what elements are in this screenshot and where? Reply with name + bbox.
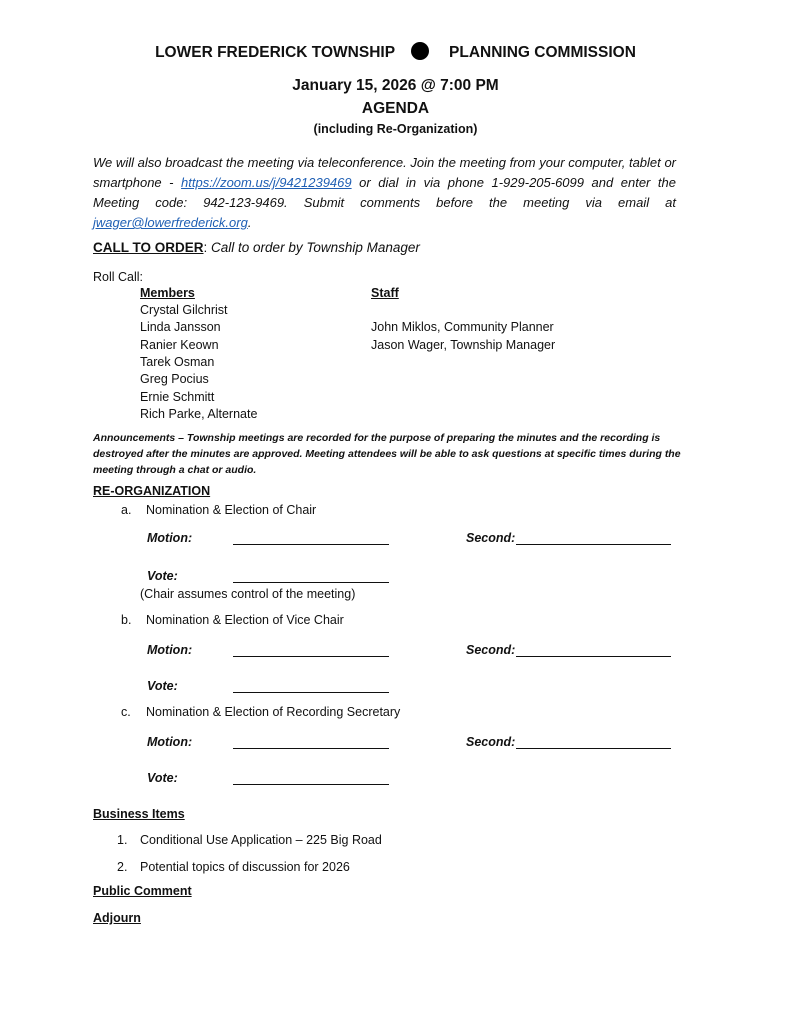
- notice-text-1: We will also broadcast the meeting via teleconference. Join the meeting from your computer, tablet or smartphone -: [93, 155, 676, 190]
- second-blank-line[interactable]: [516, 748, 671, 749]
- motion-blank-line[interactable]: [233, 656, 389, 657]
- meeting-date-time: January 15, 2026 @ 7:00 PM: [292, 77, 499, 94]
- vote-label: Vote:: [147, 771, 178, 785]
- staff-name: Jason Wager, Township Manager: [371, 338, 556, 352]
- business-items-heading: Business Items: [93, 807, 185, 821]
- vote-label: Vote:: [147, 569, 178, 583]
- staff-header: Staff: [371, 286, 399, 300]
- vote-blank-line[interactable]: [233, 582, 389, 583]
- notice-text-2: or dial in via phone 1-929-205-6099 and enter the Meeting code: 942-123-9469. Submit comments before the meeting via email at: [93, 175, 676, 210]
- second-blank-line[interactable]: [516, 544, 671, 545]
- call-to-order: [93, 240, 420, 255]
- second-label: Second:: [466, 735, 516, 749]
- reorganization-heading: RE-ORGANIZATION: [93, 484, 211, 498]
- item-marker: c.: [121, 705, 131, 719]
- announcements: Announcements – Township meetings are recorded for the purpose of preparing the minutes and the recording is destroyed after the minutes are approved. Meeting attendees will be able to ask questions at specific times during the meeting through a chat or audio.: [93, 432, 681, 476]
- motion-label: Motion:: [147, 531, 193, 545]
- second-label: Second:: [466, 531, 516, 545]
- bullet-dot-icon: [411, 42, 429, 60]
- business-item-marker: 1.: [117, 833, 128, 847]
- public-comment-heading: Public Comment: [93, 884, 192, 898]
- adjourn-heading: Adjourn: [93, 911, 141, 925]
- roll-call-label: Roll Call:: [93, 270, 144, 284]
- member-name: Greg Pocius: [140, 372, 209, 386]
- member-name: Tarek Osman: [140, 355, 215, 369]
- item-title: Nomination & Election of Chair: [146, 503, 317, 517]
- business-item-marker: 2.: [117, 860, 128, 874]
- call-to-order-label: CALL TO ORDER: [93, 240, 204, 255]
- agenda-heading: AGENDA: [361, 100, 430, 117]
- second-label: Second:: [466, 643, 516, 657]
- business-item: Potential topics of discussion for 2026: [140, 860, 350, 874]
- item-marker: b.: [121, 613, 132, 627]
- member-name: Rich Parke, Alternate: [140, 407, 258, 421]
- member-name: Ernie Schmitt: [140, 390, 215, 404]
- vote-blank-line[interactable]: [233, 784, 389, 785]
- member-name: Ranier Keown: [140, 338, 219, 352]
- motion-label: Motion:: [147, 735, 193, 749]
- commission-name: PLANNING COMMISSION: [449, 44, 636, 61]
- item-title: Nomination & Election of Vice Chair: [146, 613, 344, 627]
- second-blank-line[interactable]: [516, 656, 671, 657]
- motion-blank-line[interactable]: [233, 544, 389, 545]
- motion-label: Motion:: [147, 643, 193, 657]
- teleconference-notice: [93, 153, 676, 233]
- member-name: Linda Jansson: [140, 320, 221, 334]
- members-header: Members: [140, 286, 195, 300]
- business-item: Conditional Use Application – 225 Big Road: [140, 833, 382, 847]
- agenda-subtitle: (including Re-Organization): [313, 122, 478, 136]
- email-link[interactable]: jwager@lowerfrederick.org: [93, 215, 248, 230]
- call-to-order-text: Call to order by Township Manager: [211, 240, 420, 255]
- item-title: Nomination & Election of Recording Secretary: [146, 705, 401, 719]
- item-marker: a.: [121, 503, 132, 517]
- zoom-link[interactable]: https://zoom.us/j/9421239469: [181, 175, 352, 190]
- colon: :: [203, 240, 212, 255]
- org-name: LOWER FREDERICK TOWNSHIP: [155, 44, 396, 61]
- document-title: [0, 42, 791, 62]
- vote-label: Vote:: [147, 679, 178, 693]
- notice-text-3: .: [247, 215, 252, 230]
- motion-blank-line[interactable]: [233, 748, 389, 749]
- staff-name: John Miklos, Community Planner: [371, 320, 554, 334]
- member-name: Crystal Gilchrist: [140, 303, 228, 317]
- chair-note: (Chair assumes control of the meeting): [140, 587, 356, 601]
- vote-blank-line[interactable]: [233, 692, 389, 693]
